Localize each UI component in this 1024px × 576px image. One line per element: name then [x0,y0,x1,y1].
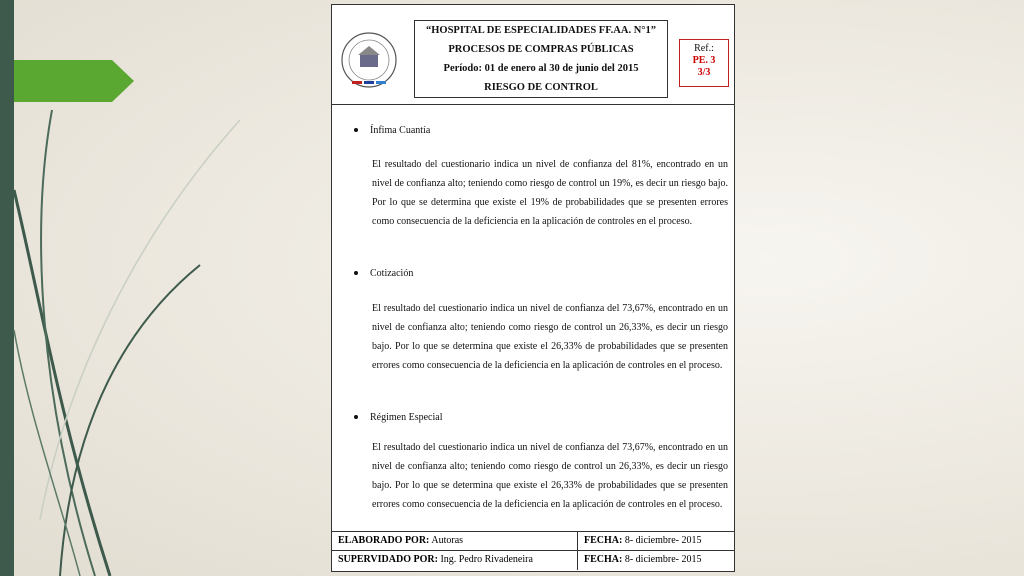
ref-page: 3/3 [697,67,711,78]
bullet-icon [354,415,358,419]
section-title-infima: Ínfima Cuantía [354,125,430,136]
ref-code: PE. 3 [692,55,716,66]
section-heading: RIESGO DE CONTROL [484,82,598,93]
fecha-label: FECHA: [584,535,623,546]
bullet-icon [354,271,358,275]
document-page [331,4,735,572]
section-title-cotizacion: Cotización [354,268,413,279]
hospital-name: “HOSPITAL DE ESPECIALIDADES FF.AA. N°1” [426,25,656,36]
paragraph-cotizacion: El resultado del cuestionario indica un nivel de confianza del 73,67%, encontrado en un nivel de confianza alto; teniendo como riesgo de control un 26,33%, es decir un riesgo bajo. Por lo que se determina que existe el 26,33% de probabilidades que se presenten errores como consecuencia de la deficiencia en la aplicación de controles en el proceso. [372,303,728,371]
section-title-regimen: Régimen Especial [354,412,442,423]
supervisado-value: Ing. Pedro Rivadeneira [440,554,533,565]
reference-box [679,39,729,87]
paragraph-infima: El resultado del cuestionario indica un nivel de confianza del 81%, encontrado en un nivel de confianza alto; teniendo como riesgo de control un 19%, es decir un riesgo bajo. Por lo que se determina que existe el 19% de probabilidades que se presenten errores como consecuencia de la deficiencia en la aplicación de controles en el proceso. [372,159,728,227]
ref-label: Ref.: [694,43,714,54]
hospital-logo-icon [338,29,400,91]
document-footer [332,531,734,571]
period-text: Período: 01 de enero al 30 de junio del 2015 [443,63,639,74]
supervisado-label: SUPERVIDADO POR: [338,554,438,565]
fecha-label: FECHA: [584,554,623,565]
bullet-icon [354,128,358,132]
fecha-value: 8- diciembre- 2015 [624,535,702,546]
document-body [332,105,734,531]
title-box [414,20,668,98]
elaborado-label: ELABORADO POR: [338,535,430,546]
footer-row-elaborado [332,531,734,550]
process-title: PROCESOS DE COMPRAS PÚBLICAS [448,44,634,55]
document-header [332,5,734,105]
paragraph-regimen: El resultado del cuestionario indica un nivel de confianza del 73,67%, encontrado en un nivel de confianza alto; teniendo como riesgo de control un 26,33%, es decir un riesgo bajo. Por lo que se determina que existe el 26,33% de probabilidades que se presenten errores como consecuencia de la deficiencia en la aplicación de controles en el proceso. [372,442,728,510]
fecha-value: 8- diciembre- 2015 [624,554,702,565]
decorative-swirl-lines [0,0,260,576]
footer-row-supervisado [332,550,734,569]
elaborado-value: Autoras [431,535,464,546]
